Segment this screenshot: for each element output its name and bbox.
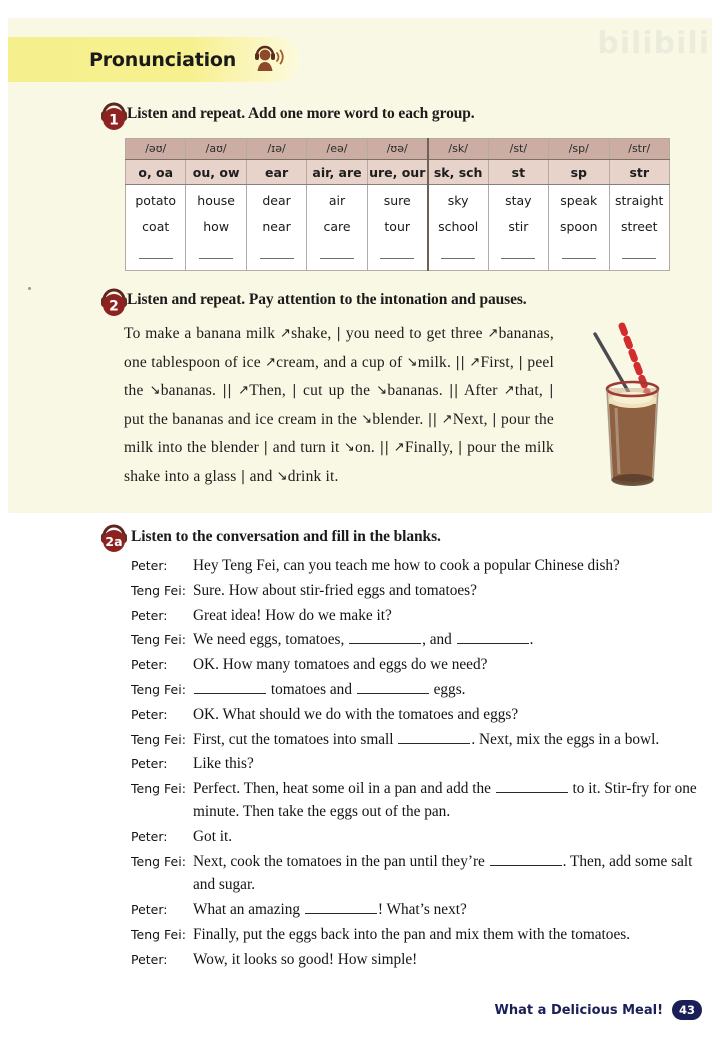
- falling-tone-mark: ↘: [406, 354, 418, 370]
- dialogue-text-segment: Great idea! How do we make it?: [193, 606, 392, 624]
- passage-text: pour the milk into the blender: [124, 410, 554, 456]
- dialogue-speaker-label: Teng Fei:: [131, 854, 186, 870]
- dialogue-text-segment: What an amazing: [193, 901, 304, 919]
- activity-badge-2a: [97, 521, 131, 554]
- pron-word-cell: street: [609, 213, 670, 241]
- passage-text: Finally,: [404, 439, 458, 456]
- dialogue-line: [131, 653, 701, 676]
- rising-tone-mark: ↗: [238, 383, 250, 398]
- answer-blank-line[interactable]: [622, 258, 656, 259]
- dialogue-speaker-label: Peter:: [131, 829, 168, 845]
- pron-blank-cell[interactable]: [609, 241, 670, 271]
- pron-word-cell: dear: [246, 185, 306, 213]
- dialogue-speaker-label: Peter:: [131, 657, 168, 673]
- fill-in-blank[interactable]: [398, 731, 470, 744]
- fill-in-blank[interactable]: [357, 681, 429, 694]
- falling-tone-mark: ↘: [376, 383, 388, 398]
- long-pause-mark: ||: [427, 411, 438, 428]
- pron-ipa-cell: /str/: [609, 139, 670, 160]
- dialogue-text-segment: Next, cook the tomatoes in the pan until they’re: [193, 853, 489, 871]
- pronunciation-banner: [8, 37, 300, 82]
- pron-spelling-cell: o, oa: [126, 160, 186, 185]
- answer-blank-line[interactable]: [380, 258, 414, 259]
- passage-text: shake,: [291, 325, 337, 342]
- dialogue-text-segment: OK. How many tomatoes and eggs do we need?: [193, 656, 488, 674]
- rising-tone-mark: ↗: [265, 354, 277, 370]
- dialogue-text: [193, 948, 701, 971]
- svg-text:2a: 2a: [105, 534, 123, 549]
- answer-blank-line[interactable]: [260, 258, 294, 259]
- rising-tone-mark: ↗: [280, 326, 292, 341]
- dialogue-text-segment: We need eggs, tomatoes,: [193, 631, 349, 649]
- pron-ipa-cell: /əʊ/: [126, 139, 186, 160]
- dialogue-text-segment: Wow, it looks so good! How simple!: [193, 950, 418, 968]
- milkshake-illustration: [585, 312, 680, 492]
- pron-spelling-row: [126, 160, 670, 185]
- dialogue-speaker-label: Teng Fei:: [131, 731, 186, 747]
- dialogue-line: [131, 604, 701, 627]
- banner-title: Pronunciation: [89, 48, 237, 71]
- passage-text: you need to get three: [341, 325, 488, 342]
- dialogue-speaker-label: Peter:: [131, 756, 168, 772]
- pron-blank-cell[interactable]: [246, 241, 306, 271]
- dialogue-text: [193, 703, 701, 726]
- answer-blank-line[interactable]: [441, 258, 475, 259]
- long-pause-mark: ||: [222, 383, 233, 399]
- passage-text: drink it.: [287, 467, 339, 485]
- watermark: bilibili: [597, 26, 710, 61]
- pron-spelling-cell: st: [488, 160, 548, 185]
- dialogue-speaker-label: Teng Fei:: [131, 632, 186, 648]
- fill-in-blank[interactable]: [457, 631, 529, 644]
- passage-text: cut up the: [296, 382, 377, 399]
- passage-text: After: [458, 382, 504, 399]
- passage-text: peel the: [124, 353, 555, 399]
- pron-spelling-cell: str: [609, 160, 670, 185]
- dialogue-line: [131, 850, 701, 897]
- passage-text: To make a banana milk: [124, 325, 281, 342]
- dialogue-list: [131, 554, 701, 973]
- pron-blank-cell[interactable]: [126, 241, 186, 271]
- short-pause-mark: |: [518, 354, 524, 371]
- passage-text: cream, and a cup of: [276, 353, 407, 371]
- dialogue-line: [131, 678, 701, 701]
- dialogue-text-segment: , and: [422, 631, 456, 649]
- svg-text:2: 2: [109, 298, 119, 315]
- pron-word-cell: spoon: [549, 213, 609, 241]
- fill-in-blank[interactable]: [490, 853, 562, 866]
- dialogue-text: [193, 579, 701, 602]
- dialogue-line: [131, 728, 701, 751]
- dialogue-line: [131, 948, 701, 971]
- pron-spelling-cell: ure, our: [367, 160, 427, 185]
- dialogue-speaker-label: Peter:: [131, 902, 168, 918]
- rising-tone-mark: ↗: [393, 440, 405, 455]
- long-pause-mark: ||: [448, 383, 459, 399]
- short-pause-mark: |: [336, 326, 342, 342]
- dialogue-text: [193, 728, 701, 751]
- activity1-heading: Listen and repeat. Add one more word to each group.: [127, 105, 475, 122]
- pron-word-row: [126, 185, 670, 213]
- pron-table-body: [126, 139, 670, 271]
- answer-blank-line[interactable]: [501, 258, 535, 259]
- passage-text: First,: [480, 353, 519, 371]
- dialogue-text-segment: Perfect. Then, heat some oil in a pan and add the: [193, 780, 495, 798]
- pron-spelling-cell: ou, ow: [186, 160, 246, 185]
- dialogue-speaker-label: Teng Fei:: [131, 681, 186, 697]
- passage-text: blender.: [372, 410, 428, 428]
- dialogue-speaker-label: Peter:: [131, 951, 168, 967]
- dialogue-line: [131, 554, 701, 577]
- dialogue-text-segment: Hey Teng Fei, can you teach me how to cook a popular Chinese dish?: [193, 557, 620, 574]
- dialogue-text: [193, 923, 701, 946]
- fill-in-blank[interactable]: [349, 631, 421, 644]
- dialogue-text: [193, 752, 701, 775]
- pron-ipa-row: [126, 139, 670, 160]
- passage-text: bananas.: [387, 382, 449, 399]
- passage-text: Next,: [452, 410, 492, 428]
- dialogue-text: [193, 653, 701, 676]
- intonation-passage: [124, 320, 554, 491]
- pron-word-cell: sure: [367, 185, 427, 213]
- activity-badge-2: [97, 285, 131, 318]
- dialogue-line: [131, 923, 701, 946]
- dialogue-line: [131, 579, 701, 602]
- dialogue-speaker-label: Teng Fei:: [131, 781, 186, 797]
- dialogue-text-segment: ! What’s next?: [377, 901, 467, 919]
- activity2-heading: Listen and repeat. Pay attention to the intonation and pauses.: [127, 291, 527, 308]
- pron-ipa-cell: /sp/: [549, 139, 609, 160]
- pron-word-cell: speak: [549, 185, 609, 213]
- dialogue-text-segment: First, cut the tomatoes into small: [193, 730, 398, 748]
- pron-spelling-cell: air, are: [307, 160, 367, 185]
- pron-word-cell: sky: [428, 185, 488, 213]
- dialogue-text-segment: eggs.: [429, 680, 466, 698]
- dialogue-text-segment: Like this?: [193, 755, 254, 773]
- svg-text:1: 1: [109, 112, 119, 129]
- dialogue-speaker-label: Teng Fei:: [131, 926, 186, 942]
- pron-spelling-cell: sp: [549, 160, 609, 185]
- rising-tone-mark: ↗: [487, 326, 499, 341]
- pron-ipa-cell: /eə/: [307, 139, 367, 160]
- dialogue-text-segment: .: [529, 631, 534, 649]
- dialogue-text: [193, 850, 701, 897]
- passage-text: milk.: [417, 353, 456, 371]
- page-footer: [495, 1000, 702, 1020]
- passage-text: and turn it: [268, 439, 344, 456]
- long-pause-mark: ||: [379, 440, 390, 456]
- dialogue-text-segment: . Then, add some salt and sugar.: [193, 853, 693, 894]
- falling-tone-mark: ↘: [149, 383, 161, 398]
- long-pause-mark: ||: [455, 354, 466, 371]
- short-pause-mark: |: [491, 411, 497, 428]
- pron-word-cell: tour: [367, 213, 427, 241]
- unit-title: What a Delicious Meal!: [494, 1002, 663, 1018]
- pron-blank-cell[interactable]: [428, 241, 488, 271]
- passage-text: on.: [355, 439, 380, 456]
- dialogue-text-segment: Sure. How about stir-fried eggs and tomatoes?: [193, 581, 477, 599]
- dialogue-line: [131, 825, 701, 848]
- pron-blank-cell[interactable]: [186, 241, 246, 271]
- passage-text: and: [245, 467, 277, 485]
- fill-in-blank[interactable]: [305, 901, 377, 914]
- pron-spelling-cell: ear: [246, 160, 306, 185]
- passage-text: bananas.: [160, 382, 223, 399]
- passage-text: Then,: [249, 382, 293, 399]
- dialogue-text-segment: Finally, put the eggs back into the pan and mix them with the tomatoes.: [193, 925, 631, 943]
- pron-word-cell: how: [186, 213, 246, 241]
- dialogue-text-segment: to it. Stir-fry for one minute. Then take the eggs out of the pan.: [193, 780, 697, 821]
- pron-blank-cell[interactable]: [307, 241, 367, 271]
- dialogue-speaker-label: Teng Fei:: [131, 582, 186, 598]
- dialogue-text-segment: tomatoes and: [267, 680, 356, 698]
- page-number-badge: 43: [672, 1000, 702, 1020]
- dialogue-text: [193, 554, 701, 577]
- pron-ipa-cell: /st/: [488, 139, 548, 160]
- rising-tone-mark: ↗: [503, 383, 515, 398]
- rising-tone-mark: ↗: [469, 354, 481, 370]
- dialogue-speaker-label: Peter:: [131, 558, 168, 573]
- dialogue-line: [131, 777, 701, 824]
- pron-ipa-cell: /ɪə/: [246, 139, 306, 160]
- fill-in-blank[interactable]: [496, 780, 568, 793]
- dialogue-text-segment: Got it.: [193, 828, 233, 846]
- activity-badge-1: [97, 99, 131, 132]
- pron-blank-cell[interactable]: [367, 241, 427, 271]
- fill-in-blank[interactable]: [194, 681, 266, 694]
- short-pause-mark: |: [240, 468, 246, 485]
- passage-text: bananas, one tablespoon of ice: [124, 325, 554, 371]
- answer-blank-line[interactable]: [562, 258, 596, 259]
- pron-word-cell: potato: [126, 185, 186, 213]
- pron-word-cell: coat: [126, 213, 186, 241]
- pron-word-cell: straight: [609, 185, 670, 213]
- page-edge-mark: [28, 287, 31, 290]
- listening-person-icon: [252, 42, 286, 77]
- pron-word-cell: stir: [488, 213, 548, 241]
- dialogue-text-segment: OK. What should we do with the tomatoes and eggs?: [193, 705, 519, 723]
- dialogue-text: [193, 825, 701, 848]
- pron-word-cell: near: [246, 213, 306, 241]
- falling-tone-mark: ↘: [343, 440, 356, 455]
- falling-tone-mark: ↘: [276, 468, 288, 484]
- dialogue-line: [131, 752, 701, 775]
- pron-word-cell: stay: [488, 185, 548, 213]
- pron-ipa-cell: /ʊə/: [367, 139, 427, 160]
- pron-word-cell: air: [307, 185, 367, 213]
- pron-ipa-cell: /sk/: [428, 139, 488, 160]
- passage-text: pour the milk shake into a glass: [124, 439, 554, 485]
- falling-tone-mark: ↘: [361, 411, 373, 427]
- short-pause-mark: |: [263, 440, 269, 456]
- pron-blank-cell[interactable]: [488, 241, 548, 271]
- pron-word-cell: house: [186, 185, 246, 213]
- answer-blank-line[interactable]: [199, 258, 233, 259]
- pron-word-row: [126, 213, 670, 241]
- dialogue-text: [193, 604, 701, 627]
- dialogue-text-segment: . Next, mix the eggs in a bowl.: [471, 730, 660, 748]
- dialogue-line: [131, 898, 701, 921]
- pronunciation-table: [125, 138, 670, 271]
- dialogue-text: [193, 628, 701, 651]
- short-pause-mark: |: [457, 440, 463, 456]
- dialogue-line: [131, 628, 701, 651]
- passage-text: that,: [514, 382, 550, 399]
- passage-text: put the bananas and ice cream in the: [124, 410, 362, 428]
- dialogue-speaker-label: Peter:: [131, 706, 168, 722]
- short-pause-mark: |: [292, 383, 297, 399]
- pron-word-cell: care: [307, 213, 367, 241]
- dialogue-text: [193, 898, 701, 921]
- pron-blank-cell[interactable]: [549, 241, 609, 271]
- activity2a-heading: Listen to the conversation and fill in the blanks.: [131, 528, 441, 545]
- answer-blank-line[interactable]: [139, 258, 173, 259]
- pron-word-cell: school: [428, 213, 488, 241]
- rising-tone-mark: ↗: [441, 411, 453, 427]
- dialogue-speaker-label: Peter:: [131, 607, 168, 623]
- dialogue-text: [193, 777, 701, 824]
- dialogue-line: [131, 703, 701, 726]
- dialogue-text: [193, 678, 701, 701]
- pron-blank-row: [126, 241, 670, 271]
- pron-ipa-cell: /aʊ/: [186, 139, 246, 160]
- pron-spelling-cell: sk, sch: [428, 160, 488, 185]
- answer-blank-line[interactable]: [320, 258, 354, 259]
- short-pause-mark: |: [549, 383, 554, 399]
